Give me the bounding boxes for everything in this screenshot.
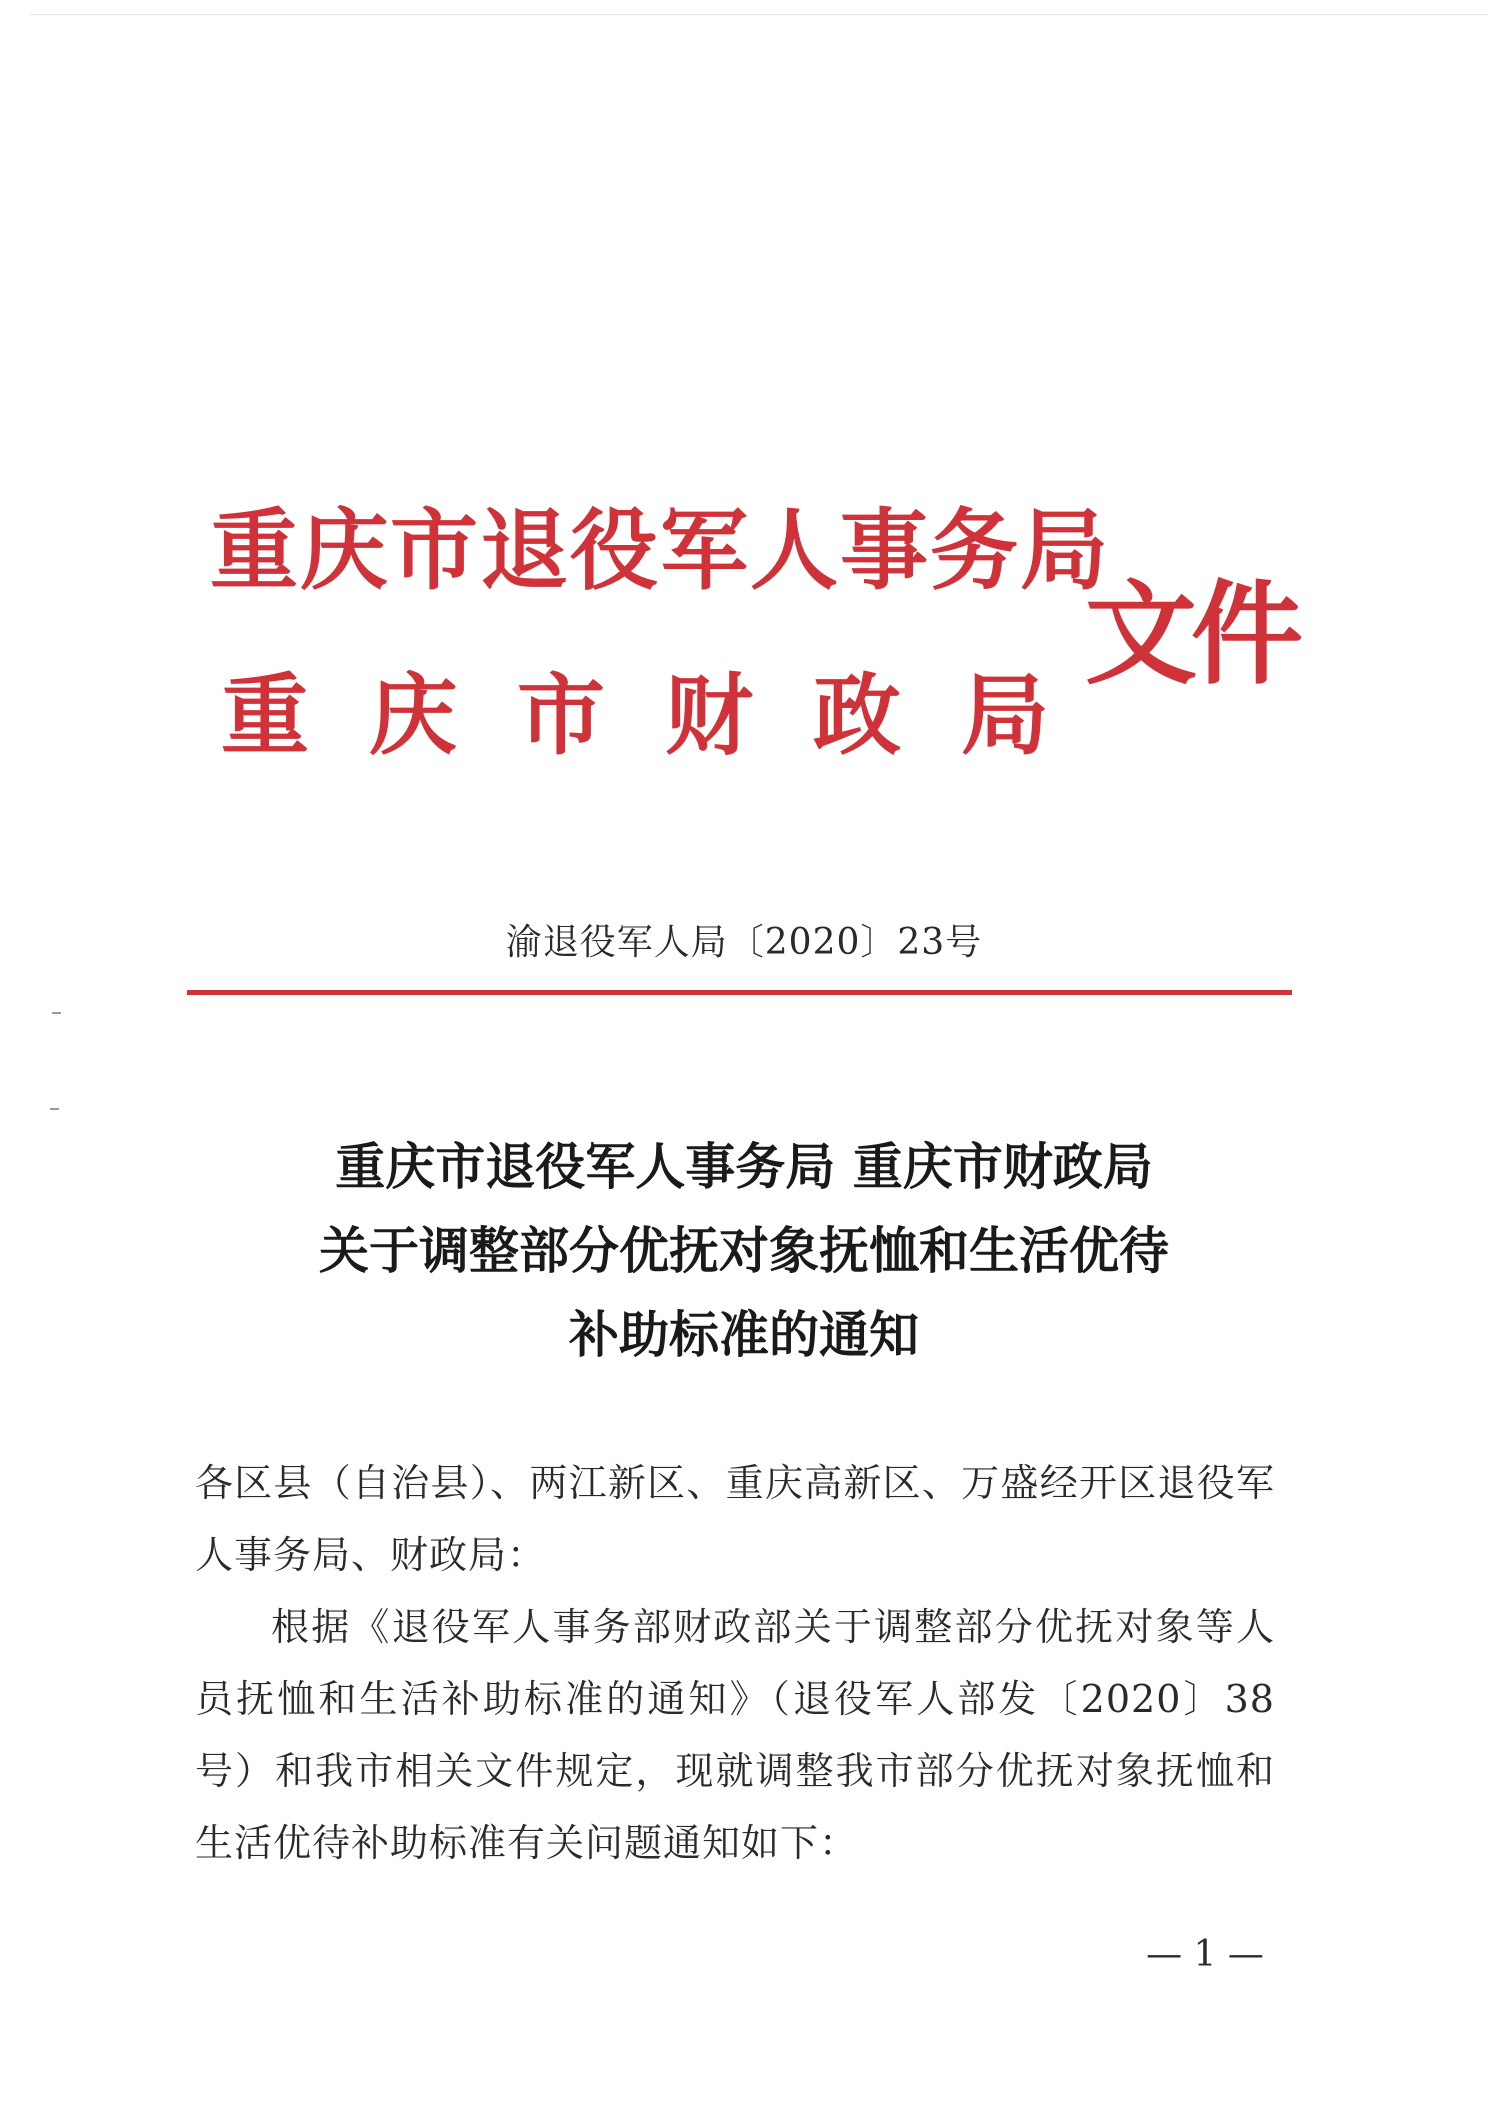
body-paragraph: 根据《退役军人事务部财政部关于调整部分优抚对象等人员抚恤和生活补助标准的通知》（退役军人部发〔2020〕38号）和我市相关文件规定，现就调整我市部分优抚对象抚恤和生活优待补助标准有关问题通知如下： (195, 1605, 1275, 1865)
addressee-paragraph: 各区县（自治县）、两江新区、重庆高新区、万盛经开区退役军人事务局、财政局： (195, 1461, 1275, 1577)
scan-speck (50, 1108, 59, 1110)
issuer-line-finance-bureau (210, 655, 1060, 775)
title-line-2: 关于调整部分优抚对象抚恤和生活优待 (319, 1221, 1169, 1280)
issuer-char: 局 (960, 663, 1049, 767)
document-number: 渝退役军人局〔2020〕23号 (505, 922, 983, 963)
page-number: — 1 — (1146, 1934, 1264, 1975)
issuer-line-veterans-bureau: 重庆市退役军人事务局 (210, 498, 1111, 602)
document-type-label: 文件 (1085, 569, 1297, 700)
issuer-char: 政 (812, 663, 901, 767)
scan-speck (52, 1012, 61, 1014)
title-line-1: 重庆市退役军人事务局 重庆市财政局 (335, 1137, 1153, 1196)
document-body (195, 1447, 1275, 1879)
issuer-char: 市 (516, 663, 605, 767)
issuer-char: 重 (220, 663, 309, 767)
red-separator-line (187, 990, 1292, 995)
red-header (210, 470, 1330, 800)
document-title (0, 1125, 1488, 1377)
issuer-char: 庆 (368, 663, 457, 767)
scan-top-edge (30, 14, 1488, 15)
issuer-char: 财 (664, 663, 753, 767)
title-line-3: 补助标准的通知 (569, 1305, 919, 1364)
